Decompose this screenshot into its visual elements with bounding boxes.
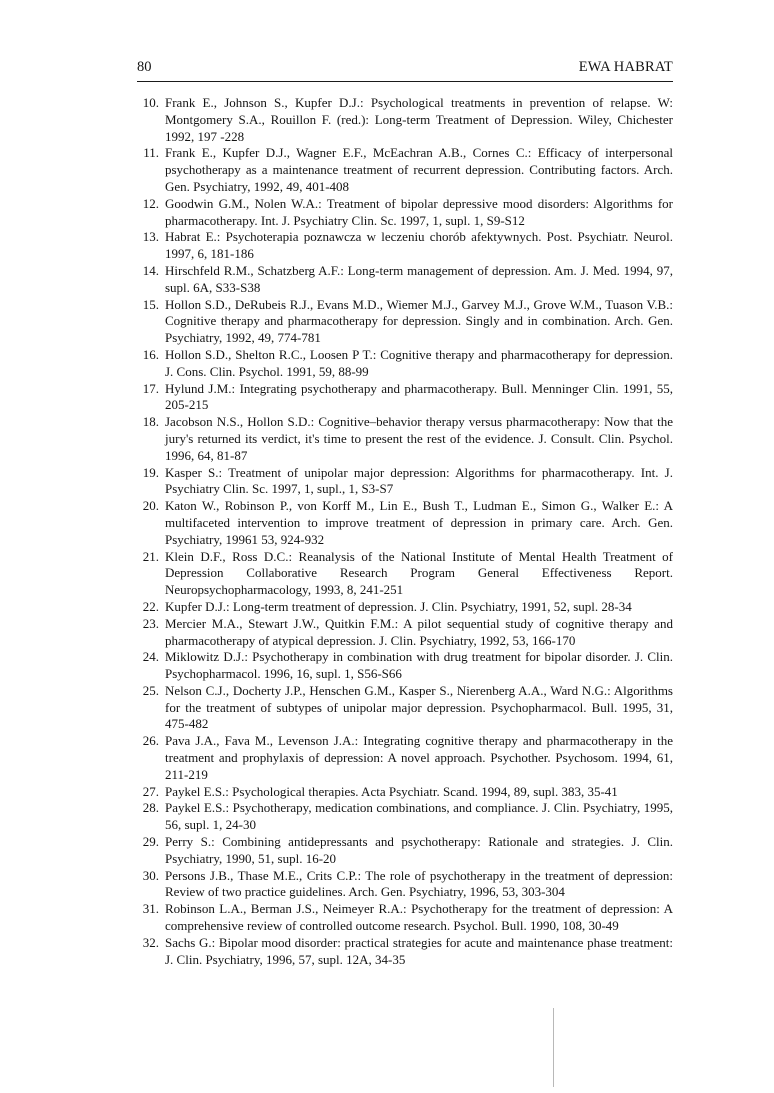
reference-item	[137, 616, 673, 650]
reference-item	[137, 868, 673, 902]
reference-number: 30.	[142, 867, 159, 883]
reference-text: Hirschfeld R.M., Schatzberg A.F.: Long-term management of depression. Am. J. Med. 1994, 97, supl. 6A, S33-S38	[165, 262, 673, 295]
reference-list	[137, 95, 673, 968]
reference-item	[137, 381, 673, 415]
reference-number: 11.	[143, 145, 159, 161]
reference-text: Frank E., Johnson S., Kupfer D.J.: Psychological treatments in prevention of relapse. W: Montgomery S.A., Rouillon F. (red.): Long-term Treatment of Depression. Wiley, Chichester 1992, 197 -228	[165, 95, 673, 144]
reference-text: Nelson C.J., Docherty J.P., Henschen G.M., Kasper S., Nierenberg A.A., Ward N.G.: Algorithms for the treatment of subtypes of unipolar major depression. Psychopharmacol. Bull. 1995, 31, 475-482	[165, 682, 673, 732]
reference-text: Sachs G.: Bipolar mood disorder: practical strategies for acute and maintenance phase treatment: J. Clin. Psychiatry, 1996, 57, supl. 12A, 34-35	[165, 934, 673, 967]
reference-item	[137, 465, 673, 499]
reference-text: Kupfer D.J.: Long-term treatment of depression. J. Clin. Psychiatry, 1991, 52, supl. 28-34	[165, 598, 632, 614]
reference-item	[137, 683, 673, 733]
reference-item	[137, 549, 673, 599]
reference-text: Kasper S.: Treatment of unipolar major depression: Algorithms for pharmacotherapy. Int. J. Psychiatry Clin. Sc. 1997, 1, supl., 1, S3-S7	[165, 464, 673, 497]
reference-text: Hylund J.M.: Integrating psychotherapy and pharmacotherapy. Bull. Menninger Clin. 1991, 55, 205-215	[165, 380, 673, 413]
reference-text: Hollon S.D., DeRubeis R.J., Evans M.D., Wiemer M.J., Garvey M.J., Grove W.M., Tuason V.B.: Cognitive therapy and pharmacotherapy for depression. Singly and in combination. Arch. Gen. Psychiatry, 1992, 49, 774-781	[165, 296, 673, 346]
reference-text: Katon W., Robinson P., von Korff M., Lin E., Bush T., Ludman E., Simon G., Walker E.: A multifaceted intervention to improve treatment of depression in primary care. Arch. Gen. Psychiatry, 19961 53, 924-932	[165, 498, 673, 547]
reference-item	[137, 196, 673, 230]
reference-number: 18.	[142, 414, 159, 430]
reference-item	[137, 784, 673, 801]
reference-item	[137, 599, 673, 616]
reference-number: 22.	[142, 598, 159, 614]
reference-item	[137, 229, 673, 263]
reference-number: 28.	[142, 800, 159, 816]
reference-item	[137, 800, 673, 834]
reference-text: Paykel E.S.: Psychological therapies. Acta Psychiatr. Scand. 1994, 89, supl. 383, 35-41	[165, 783, 618, 799]
reference-number: 17.	[142, 380, 159, 396]
reference-text: Mercier M.A., Stewart J.W., Quitkin F.M.: A pilot sequential study of cognitive therapy and pharmacotherapy of atypical depression. J. Clin. Psychiatry, 1992, 53, 166-170	[165, 615, 673, 648]
reference-number: 10.	[142, 95, 159, 110]
reference-text: Robinson L.A., Berman J.S., Neimeyer R.A.: Psychotherapy for the treatment of depression: A comprehensive review of controlled outcome research. Psychol. Bull. 1990, 108, 30-49	[165, 901, 673, 934]
reference-number: 31.	[142, 901, 159, 917]
reference-number: 27.	[142, 783, 159, 799]
reference-item	[137, 649, 673, 683]
reference-item	[137, 733, 673, 783]
reference-number: 29.	[142, 834, 159, 850]
reference-number: 26.	[142, 733, 159, 749]
page-header	[137, 57, 673, 82]
reference-text: Paykel E.S.: Psychotherapy, medication combinations, and compliance. J. Clin. Psychiatry, 1995, 56, supl. 1, 24-30	[165, 800, 673, 833]
reference-item	[137, 347, 673, 381]
reference-number: 32.	[142, 934, 159, 950]
reference-number: 16.	[142, 346, 159, 362]
reference-number: 25.	[142, 682, 159, 698]
reference-number: 19.	[142, 464, 159, 480]
reference-item	[137, 95, 673, 145]
running-head: EWA HABRAT	[578, 59, 673, 75]
reference-text: Goodwin G.M., Nolen W.A.: Treatment of bipolar depressive mood disorders: Algorithms for pharmacotherapy. Int. J. Psychiatry Clin. Sc. 1997, 1, supl. 1, S9-S12	[165, 195, 673, 228]
reference-number: 14.	[142, 262, 159, 278]
reference-item	[137, 297, 673, 347]
reference-text: Habrat E.: Psychoterapia poznawcza w leczeniu chorób afektywnych. Post. Psychiatr. Neurol. 1997, 6, 181-186	[165, 229, 673, 262]
reference-number: 15.	[142, 296, 159, 312]
reference-text: Persons J.B., Thase M.E., Crits C.P.: The role of psychotherapy in the treatment of depression: Review of two practice guidelines. Arch. Gen. Psychiatry, 1996, 53, 303-304	[165, 867, 673, 900]
reference-text: Klein D.F., Ross D.C.: Reanalysis of the National Institute of Mental Health Treatment of Depression Collaborative Research Program General Effectiveness Report. Neuropsychopharmacology, 1993, 8, 241-251	[165, 548, 673, 598]
reference-number: 23.	[142, 615, 159, 631]
reference-item	[137, 263, 673, 297]
reference-item	[137, 901, 673, 935]
reference-item	[137, 414, 673, 464]
reference-text: Pava J.A., Fava M., Levenson J.A.: Integrating cognitive therapy and pharmacotherapy in the treatment and prophylaxis of depression: A novel approach. Psychother. Psychosom. 1994, 61, 211-219	[165, 733, 673, 782]
reference-number: 13.	[142, 229, 159, 245]
scan-artifact-line	[553, 1008, 554, 1087]
reference-text: Jacobson N.S., Hollon S.D.: Cognitive–behavior therapy versus pharmacotherapy: Now that the jury's returned its verdict, it's time to present the rest of the evidence. J. Consult. Clin. Psychol. 1996, 64, 81-87	[165, 414, 673, 463]
reference-item	[137, 834, 673, 868]
page-number: 80	[137, 59, 152, 75]
reference-item	[137, 935, 673, 969]
reference-number: 24.	[142, 649, 159, 665]
reference-text: Hollon S.D., Shelton R.C., Loosen P T.: Cognitive therapy and pharmacotherapy for depression. J. Cons. Clin. Psychol. 1991, 59, 88-99	[165, 346, 673, 379]
reference-text: Perry S.: Combining antidepressants and psychotherapy: Rationale and strategies. J. Clin. Psychiatry, 1990, 51, supl. 16-20	[165, 834, 673, 866]
reference-text: Miklowitz D.J.: Psychotherapy in combination with drug treatment for bipolar disorder. J. Clin. Psychopharmacol. 1996, 16, supl. 1, S56-S66	[165, 649, 673, 682]
reference-item	[137, 498, 673, 548]
reference-number: 20.	[142, 498, 159, 514]
reference-item	[137, 145, 673, 195]
reference-number: 21.	[142, 548, 159, 564]
reference-number: 12.	[142, 195, 159, 211]
reference-text: Frank E., Kupfer D.J., Wagner E.F., McEachran A.B., Cornes C.: Efficacy of interpersonal psychotherapy as a maintenance treatment of recurrent depression. Contributing factors. Arch. Gen. Psychiatry, 1992, 49, 401-408	[165, 145, 673, 194]
